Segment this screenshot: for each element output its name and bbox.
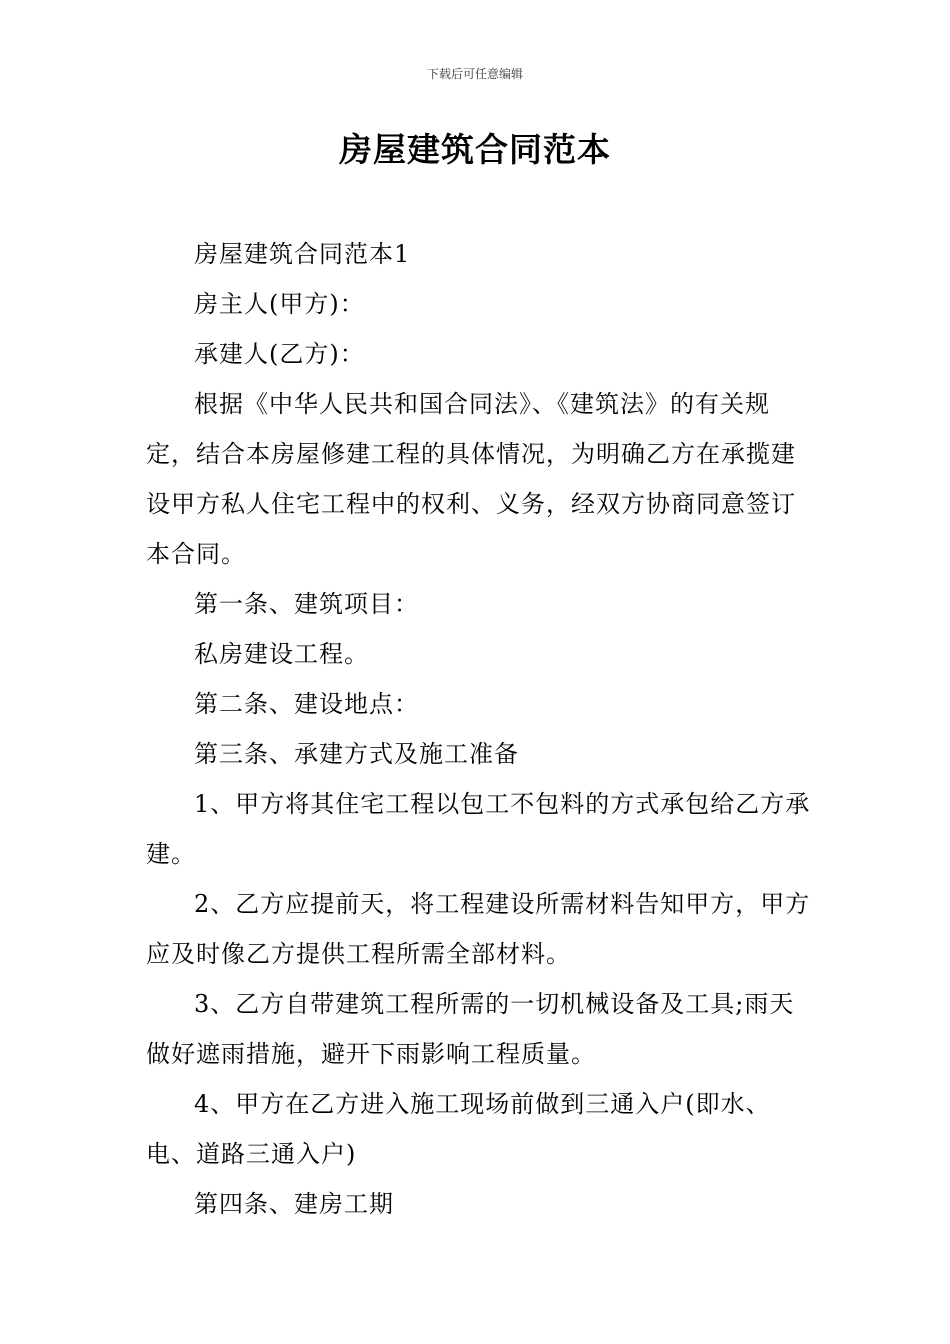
article-3-item-3: 3、乙方自带建筑工程所需的一切机械设备及工具;雨天做好遮雨措施，避开下雨影响工程质量。	[146, 990, 795, 1068]
preamble-paragraph: 根据《中华人民共和国合同法》、《建筑法》的有关规定，结合本房屋修建工程的具体情况，为明确乙方在承揽建设甲方私人住宅工程中的权利、义务，经双方协商同意签订本合同。	[146, 390, 796, 568]
article-4-heading: 第四条、建房工期	[194, 1190, 394, 1218]
article-3-item-4: 4、甲方在乙方进入施工现场前做到三通入户(即水、电、道路三通入户)	[146, 1090, 771, 1168]
article-1-heading: 第一条、建筑项目：	[194, 590, 419, 618]
article-3-item-1: 1、甲方将其住宅工程以包工不包料的方式承包给乙方承建。	[146, 790, 811, 868]
article-2-heading: 第二条、建设地点：	[194, 690, 419, 718]
article-1-content: 私房建设工程。	[194, 640, 369, 668]
party-a-line: 房主人(甲方)：	[194, 290, 365, 318]
article-3-item-2: 2、乙方应提前天，将工程建设所需材料告知甲方，甲方应及时像乙方提供工程所需全部材料。	[146, 890, 811, 968]
party-b-line: 承建人(乙方)：	[194, 340, 365, 368]
article-3-heading: 第三条、承建方式及施工准备	[194, 740, 519, 768]
section-heading: 房屋建筑合同范本1	[194, 240, 411, 268]
document-title: 房屋建筑合同范本	[339, 130, 611, 169]
document-body	[146, 229, 811, 1229]
download-edit-note: 下载后可任意编辑	[426, 67, 523, 81]
